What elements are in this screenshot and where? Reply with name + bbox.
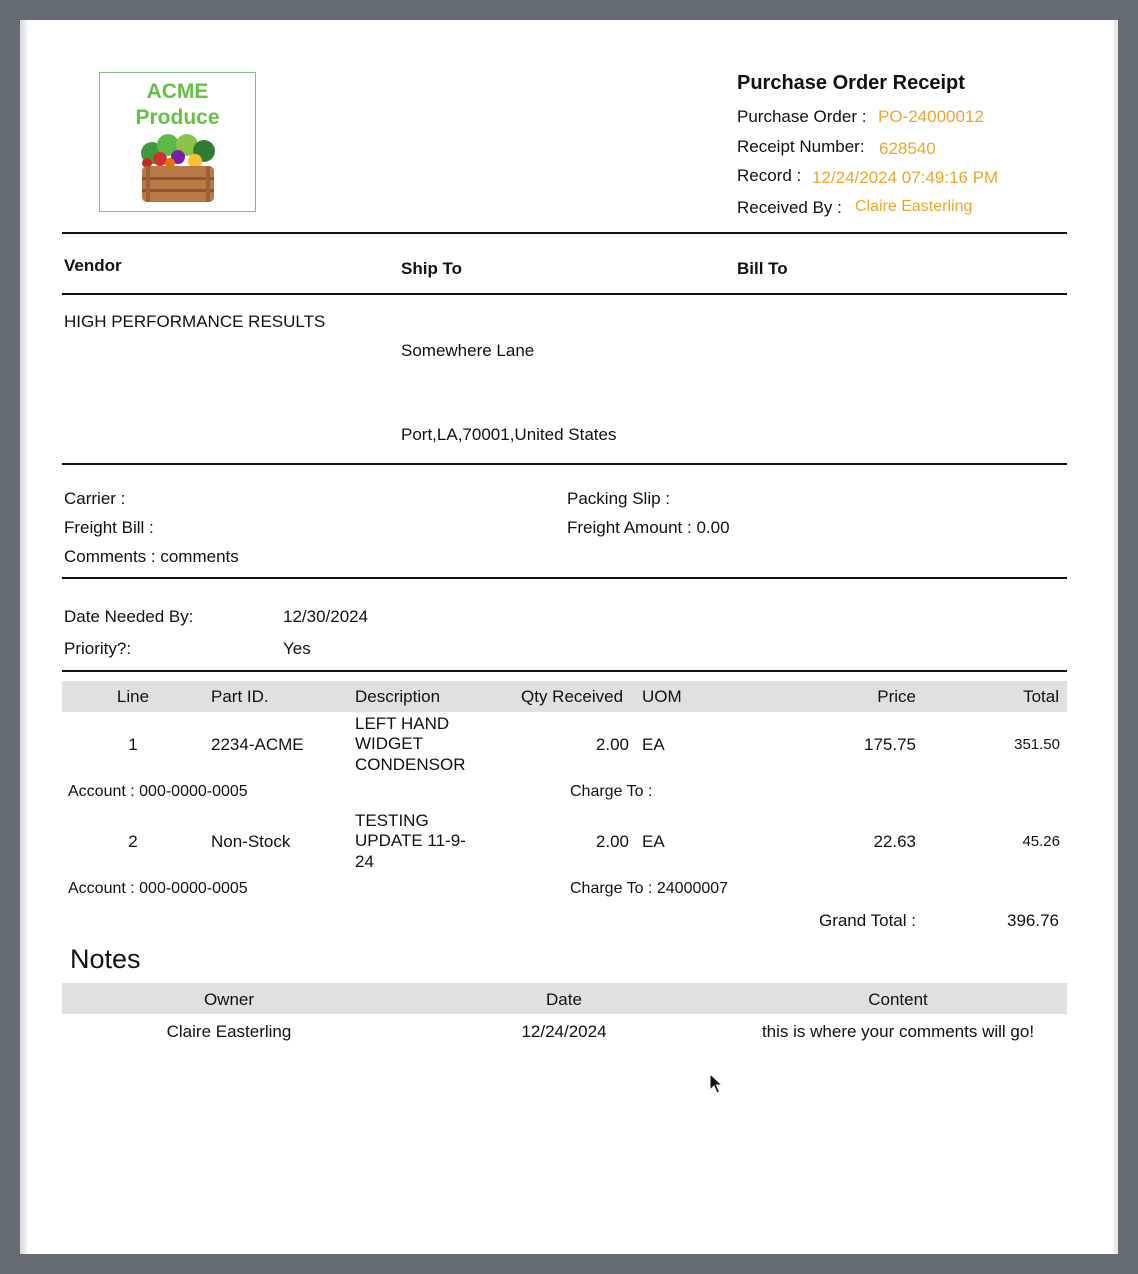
notes-col-owner: Owner — [203, 990, 255, 1009]
row2-account: Account : 000-0000-0005 — [68, 880, 248, 897]
priority-value: Yes — [283, 639, 311, 658]
row1-account: Account : 000-0000-0005 — [68, 783, 248, 800]
notes-title: Notes — [70, 944, 141, 974]
note-owner: Claire Easterling — [166, 1022, 292, 1041]
notes-col-date: Date — [546, 990, 582, 1009]
vendor-heading: Vendor — [64, 256, 122, 275]
mouse-cursor-icon — [709, 1073, 723, 1095]
row2-desc-line3: 24 — [355, 852, 374, 871]
receipt-value: 628540 — [879, 139, 936, 158]
logo-line2: Produce — [135, 106, 220, 129]
record-value: 12/24/2024 07:49:16 PM — [812, 168, 999, 187]
receipt-label: Receipt Number: — [737, 137, 865, 156]
page-left-edge — [20, 20, 27, 1254]
divider — [62, 293, 1067, 295]
row2-price: 22.63 — [873, 832, 916, 851]
page-right-edge — [1114, 20, 1118, 1254]
freight-amount-field: Freight Amount : 0.00 — [567, 518, 730, 537]
logo-line1: ACME — [146, 80, 209, 103]
company-logo — [99, 72, 256, 212]
comments-field: Comments : comments — [64, 547, 239, 566]
row2-qty: 2.00 — [595, 832, 629, 851]
col-qty: Qty Received — [521, 687, 624, 706]
row1-uom: EA — [642, 735, 665, 754]
grand-total-label: Grand Total : — [818, 911, 916, 930]
record-label: Record : — [737, 166, 802, 185]
vendor-name: HIGH PERFORMANCE RESULTS — [64, 312, 326, 331]
row1-desc-line2: WIDGET — [355, 734, 423, 753]
col-uom: UOM — [642, 687, 682, 706]
row1-qty: 2.00 — [595, 735, 629, 754]
shipto-heading: Ship To — [401, 259, 463, 278]
col-price: Price — [877, 687, 916, 706]
row1-desc-line1: LEFT HAND — [355, 714, 450, 733]
row2-line: 2 — [128, 832, 138, 851]
billto-heading: Bill To — [737, 259, 788, 278]
priority-label: Priority?: — [64, 639, 132, 658]
carrier-field: Carrier : — [64, 489, 126, 508]
col-line: Line — [116, 687, 150, 706]
divider — [62, 232, 1067, 234]
po-label: Purchase Order : — [737, 107, 867, 126]
row2-total: 45.26 — [1022, 833, 1060, 850]
note-date: 12/24/2024 — [521, 1022, 607, 1041]
grand-total-value: 396.76 — [1007, 911, 1059, 930]
row2-part: Non-Stock — [211, 832, 291, 851]
col-description: Description — [355, 687, 441, 706]
row1-line: 1 — [128, 735, 138, 754]
col-total: Total — [1023, 687, 1059, 706]
row2-uom: EA — [642, 832, 665, 851]
row2-desc-line1: TESTING — [355, 811, 429, 830]
row1-part: 2234-ACME — [211, 735, 304, 754]
po-value: PO-24000012 — [878, 107, 984, 126]
row1-price: 175.75 — [864, 735, 916, 754]
received-value: Claire Easterling — [855, 198, 973, 215]
date-needed-label: Date Needed By: — [64, 607, 194, 626]
report-title: Purchase Order Receipt — [737, 72, 965, 94]
date-needed-value: 12/30/2024 — [283, 607, 369, 626]
note-content: this is where your comments will go! — [761, 1022, 1035, 1041]
divider — [62, 577, 1067, 579]
notes-col-content: Content — [868, 990, 928, 1009]
shipto-line1: Somewhere Lane — [401, 341, 535, 360]
row1-desc-line3: CONDENSOR — [355, 755, 466, 774]
divider — [62, 463, 1067, 465]
packing-slip-field: Packing Slip : — [567, 489, 670, 508]
vegetable-basket-icon — [132, 131, 224, 205]
freight-bill-field: Freight Bill : — [64, 518, 154, 537]
row2-desc-line2: UPDATE 11-9- — [355, 831, 466, 850]
shipto-line2: Port,LA,70001,United States — [401, 425, 617, 444]
row2-charge-to: Charge To : 24000007 — [570, 880, 729, 897]
row1-total: 351.50 — [1014, 736, 1060, 753]
row1-charge-to: Charge To : — [570, 783, 653, 800]
col-part: Part ID. — [211, 687, 269, 706]
divider — [62, 670, 1067, 672]
received-label: Received By : — [737, 198, 842, 217]
